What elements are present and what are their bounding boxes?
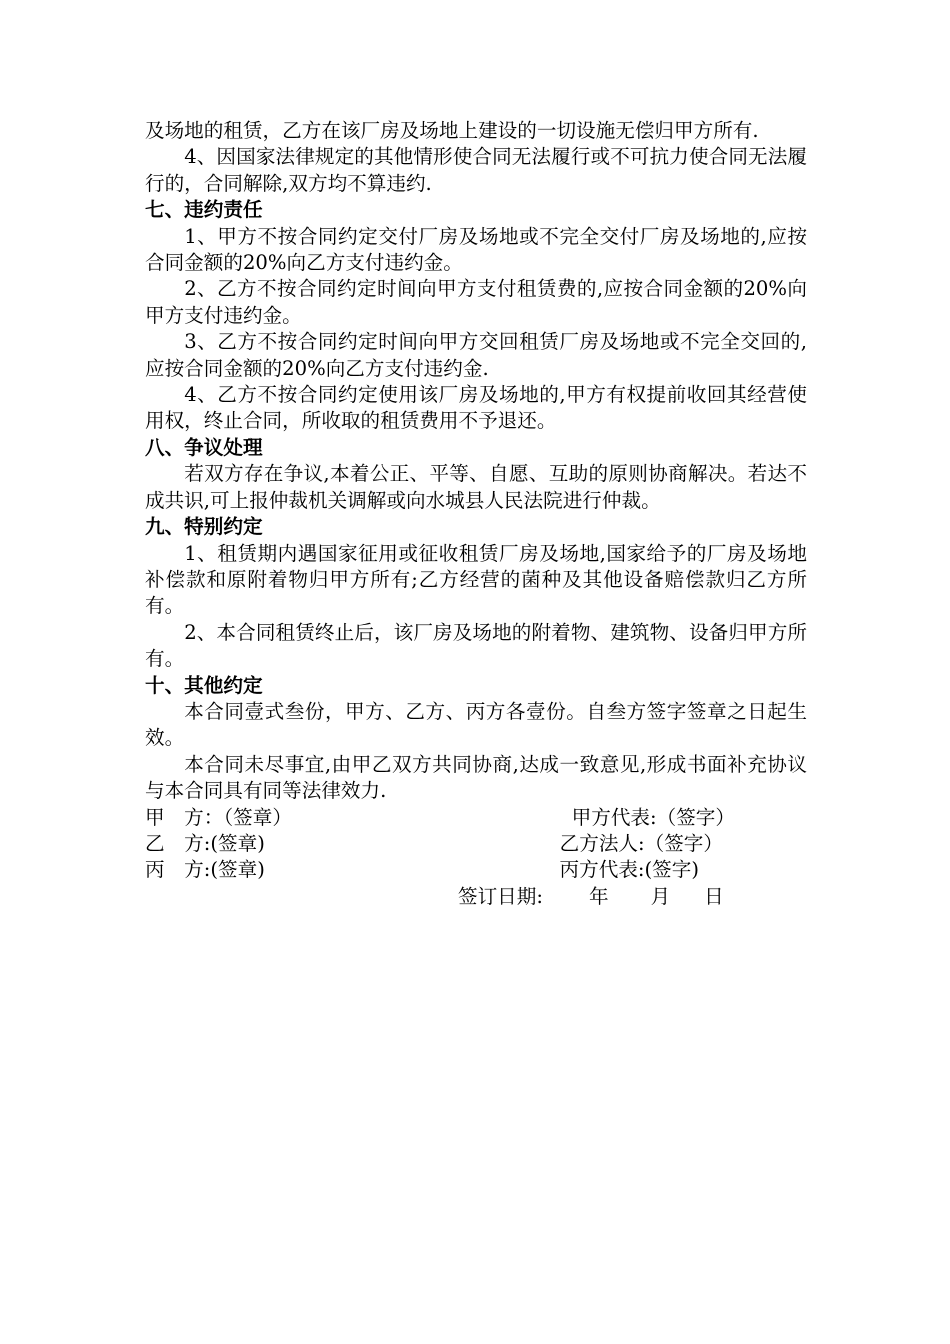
- paragraph-6-4: 4、因国家法律规定的其他情形使合同无法履行或不可抗力使合同无法履行的，合同解除,双方均不算违约.: [145, 145, 807, 195]
- party-c-seal: 丙 方:(签章): [145, 858, 265, 882]
- paragraph-7-1: 1、甲方不按合同约定交付厂房及场地或不完全交付厂房及场地的,应按合同金额的20%向乙方支付违约金。: [145, 224, 807, 275]
- paragraph-7-3: 3、乙方不按合同约定时间向甲方交回租赁厂房及场地或不完全交回的,应按合同金额的20%向乙方支付违约金.: [145, 330, 807, 380]
- paragraph-7-2: 2、乙方不按合同约定时间向甲方支付租赁费的,应按合同金额的20%向甲方支付违约金。: [145, 277, 807, 327]
- signing-date-day: 日: [704, 884, 724, 908]
- section-heading-8: 八、争议处理: [145, 435, 263, 459]
- signing-date-year: 年: [588, 884, 609, 908]
- party-c-representative: 丙方代表:(签字): [559, 858, 699, 882]
- signature-row-party-c: [145, 857, 807, 883]
- section-heading-10: 十、其他约定: [145, 673, 263, 697]
- signature-row-party-a: [145, 805, 807, 831]
- contract-page: [145, 118, 807, 910]
- signing-date-row: [145, 884, 807, 910]
- party-a-representative: 甲方代表:（签字）: [571, 805, 735, 829]
- signature-row-party-b: [145, 831, 807, 857]
- paragraph-7-4: 4、乙方不按合同约定使用该厂房及场地的,甲方有权提前收回其经营使用权，终止合同，所收取的租赁费用不予退还。: [145, 383, 807, 433]
- party-b-legal-person: 乙方法人:（签字）: [559, 831, 723, 855]
- party-a-seal: 甲 方：（签章）: [145, 805, 292, 829]
- party-b-seal: 乙 方:(签章): [145, 831, 265, 855]
- paragraph-10-1: 本合同壹式叁份，甲方、乙方、丙方各壹份。自叁方签字签章之日起生效。: [145, 699, 807, 750]
- signing-date-month: 月: [650, 884, 671, 908]
- paragraph-8: 若双方存在争议,本着公正、平等、自愿、互助的原则协商解决。若达不成共识,可上报仲裁机关调解或向水城县人民法院进行仲裁。: [145, 462, 807, 512]
- signing-date-label: 签订日期:: [458, 884, 543, 908]
- section-heading-7: 七、违约责任: [145, 198, 263, 222]
- paragraph-10-2: 本合同未尽事宜,由甲乙双方共同协商,达成一致意见,形成书面补充协议与本合同具有同等法律效力.: [145, 752, 807, 803]
- paragraph-9-2: 2、本合同租赁终止后，该厂房及场地的附着物、建筑物、设备归甲方所有。: [145, 620, 807, 671]
- paragraph-9-1: 1、租赁期内遇国家征用或征收租赁厂房及场地,国家给予的厂房及场地补偿款和原附着物归甲方所有;乙方经营的菌种及其他设备赔偿款归乙方所有。: [145, 541, 807, 618]
- section-heading-9: 九、特别约定: [145, 515, 263, 539]
- paragraph-continuation: 及场地的租赁，乙方在该厂房及场地上建设的一切设施无偿归甲方所有.: [145, 119, 759, 142]
